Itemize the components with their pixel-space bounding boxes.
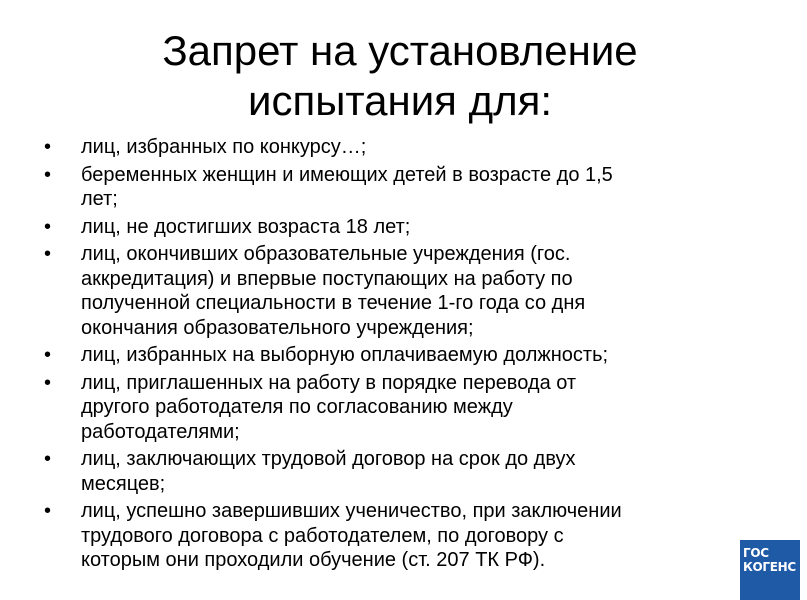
bullet-text-line: окончания образовательного учреждения; [81, 316, 474, 339]
bullet-text-line: • лиц, избранных по конкурсу…; [81, 136, 367, 158]
bullet-text-line: • лиц, избранных на выборную оплачиваемую должность; [81, 344, 609, 366]
bullet-text-line: • лиц, не достигших возраста 18 лет; [81, 215, 411, 238]
bullet-text-line: • лиц, заключающих трудовой договор на срок до двух [81, 448, 576, 470]
bullet-text-line: • лиц, приглашенных на работу в порядке перевода от [81, 371, 577, 394]
bullet-text-line: другого работодателя по согласованию между [81, 396, 513, 418]
bullet-text-line: • лиц, успешно завершивших ученичество, при заключении [81, 500, 622, 522]
bullet-text-line: трудового договора с работодателем, по договору с [81, 524, 564, 547]
bullet-item [44, 163, 744, 212]
bullet-text-line: которым они проходили обучение (ст. 207 ТК РФ). [81, 549, 546, 571]
slide-title [0, 26, 800, 126]
bullet-item [44, 447, 744, 496]
bullet-item [44, 499, 744, 573]
bullet-item [44, 215, 744, 240]
slide-title-line: Запрет на установление [162, 27, 638, 74]
bullet-list [44, 135, 744, 576]
bullet-item [44, 242, 744, 340]
bullet-item [44, 371, 744, 445]
bullet-item [44, 135, 744, 160]
logo-text: ГОС [743, 546, 769, 560]
bullet-text-line: лет; [81, 188, 118, 210]
bullet-text-line: работодателями; [81, 420, 240, 443]
bullet-item [44, 343, 744, 368]
bullet-text-line: • лиц, окончивших образовательные учреждения (гос. [81, 243, 571, 265]
bullet-text-line: полученной специальности в течение 1-го года со дня [81, 292, 586, 314]
bullet-text-line: • беременных женщин и имеющих детей в возрасте до 1,5 [81, 163, 613, 186]
bullet-text-line: месяцев; [81, 472, 166, 495]
bullet-text-line: аккредитация) и впервые поступающих на работу по [81, 267, 573, 290]
logo-text: КОГЕНС Г [743, 560, 807, 574]
slide-title-line: испытания для: [247, 77, 552, 124]
brand-logo [740, 540, 807, 600]
